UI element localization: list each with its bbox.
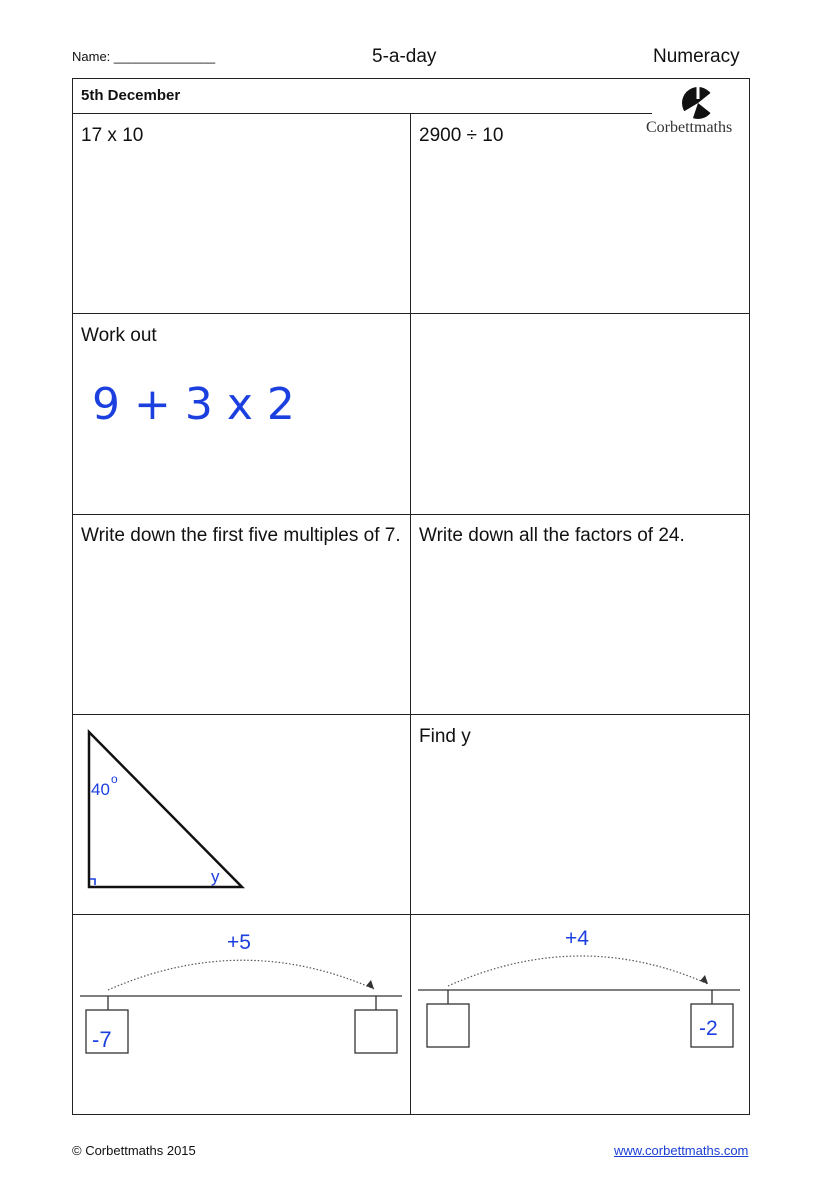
jump-label: +5 [227, 931, 251, 954]
jump-arrow-arc [108, 960, 374, 990]
start-value: -7 [92, 1027, 112, 1052]
copyright-text: © Corbettmaths 2015 [72, 1143, 196, 1158]
question-3-prompt: Work out [81, 325, 157, 346]
end-value: -2 [699, 1017, 718, 1040]
triangle-shape [89, 732, 242, 887]
question-8: Find y [419, 726, 471, 747]
right-triangle-diagram [80, 722, 400, 908]
question-5: Write down the first five multiples of 7. [81, 525, 401, 546]
angle-label-40: 40 [91, 780, 110, 799]
question-3-expression: 9 + 3 x 2 [92, 379, 295, 430]
name-field-label: Name: ______________ [72, 49, 216, 64]
question-6: Write down all the factors of 24. [419, 525, 685, 546]
worksheet-date: 5th December [81, 87, 181, 104]
brand-name: Corbettmaths [646, 119, 733, 136]
jump-arrow-head [700, 975, 708, 984]
number-line-left [72, 916, 410, 1112]
corbettmaths-logo-icon [678, 85, 718, 121]
question-2: 2900 ÷ 10 [419, 125, 504, 146]
start-box [427, 1004, 469, 1047]
row-divider [72, 313, 750, 314]
website-link[interactable]: www.corbettmaths.com [614, 1143, 749, 1158]
angle-label-y: y [211, 867, 220, 886]
worksheet-title: 5-a-day [372, 46, 437, 67]
row-divider [72, 714, 750, 715]
number-line-right [410, 916, 748, 1112]
degree-symbol: o [111, 772, 118, 786]
question-1: 17 x 10 [81, 125, 144, 146]
row-divider [72, 914, 750, 915]
jump-label: +4 [565, 927, 589, 950]
jump-arrow-arc [448, 956, 708, 986]
row-divider [72, 514, 750, 515]
end-box [355, 1010, 397, 1053]
worksheet-subject: Numeracy [653, 46, 740, 67]
right-angle-marker [90, 879, 95, 885]
